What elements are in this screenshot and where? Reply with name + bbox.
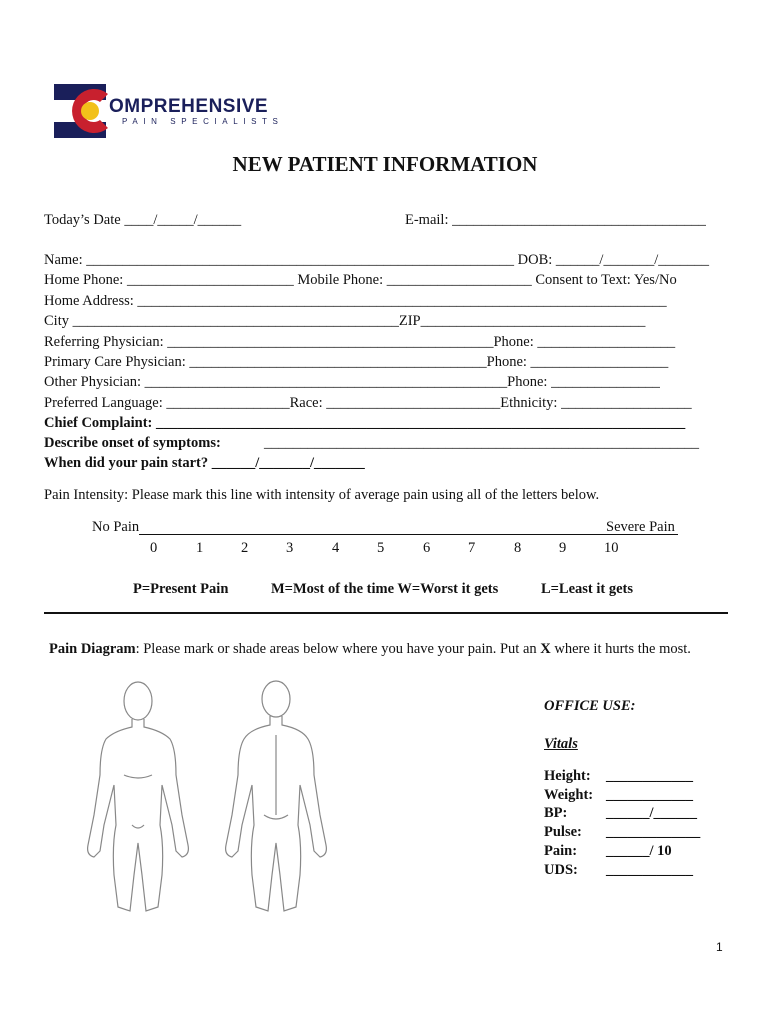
company-logo [54, 84, 284, 138]
pain-diagram-instruction [49, 640, 691, 658]
other-physician-field[interactable]: Other Physician: __________________________________________________Phone: _______________ [44, 374, 660, 390]
legend-most-worst: M=Most of the time W=Worst it gets [271, 581, 499, 597]
vital-label: Pain: [544, 843, 578, 859]
vital-label: Pulse: [544, 824, 582, 840]
pain-scale-number: 7 [468, 540, 476, 556]
pain-scale-number: 6 [423, 540, 431, 556]
chief-complaint-field[interactable]: Chief Complaint: _________________________________________________________________________ [44, 415, 686, 431]
email-field[interactable]: E-mail: ___________________________________ [405, 212, 706, 228]
city-zip-field[interactable]: City _____________________________________________ZIP_______________________________ [44, 313, 646, 329]
describe-onset-field[interactable]: ____________________________________________________________ [264, 435, 699, 451]
todays-date-field[interactable]: Today’s Date ____/_____/______ [44, 212, 242, 228]
vital-value-field[interactable]: ____________ [606, 768, 693, 784]
referring-physician-field[interactable]: Referring Physician: _____________________________________________Phone: ___________________ [44, 334, 676, 350]
pain-scale-number: 1 [196, 540, 204, 556]
page-title: NEW PATIENT INFORMATION [232, 152, 538, 176]
pain-scale-number: 9 [559, 540, 567, 556]
office-use-heading: OFFICE USE: [544, 698, 636, 714]
pain-scale-number: 0 [150, 540, 158, 556]
vital-value-field[interactable]: ____________ [606, 862, 693, 878]
language-race-ethnicity-field[interactable]: Preferred Language: _________________Race: ________________________Ethnicity: __________________ [44, 395, 692, 411]
logo-wordmark: OMPREHENSIVE [109, 96, 269, 117]
vital-value-field[interactable]: ______/______ [606, 805, 698, 821]
vital-value-field[interactable]: ______/ 10 [606, 843, 672, 859]
pain-diagram-text-end: where it hurts the most. [550, 641, 691, 657]
home-address-field[interactable]: Home Address: _________________________________________________________________________ [44, 293, 667, 309]
vital-label: BP: [544, 805, 568, 821]
pain-start-field[interactable]: When did your pain start? ______/_______/_______ [44, 455, 365, 471]
legend-present: P=Present Pain [133, 581, 229, 597]
pain-scale-number: 8 [514, 540, 522, 556]
name-dob-field[interactable]: Name: ___________________________________________________________ DOB: ______/_______/_______ [44, 252, 709, 268]
body-back-figure [226, 681, 327, 911]
pain-scale-number: 5 [377, 540, 385, 556]
pain-diagram-label: Pain Diagram [49, 641, 136, 657]
pain-intensity-instruction: Pain Intensity: Please mark this line with intensity of average pain using all of the letters below. [44, 487, 600, 503]
body-diagram[interactable] [80, 675, 350, 915]
pain-scale-number: 3 [286, 540, 294, 556]
legend-least: L=Least it gets [541, 581, 634, 597]
body-front-figure [88, 682, 189, 911]
pain-scale-line[interactable] [92, 518, 678, 535]
primary-care-physician-field[interactable]: Primary Care Physician: _________________________________________Phone: ___________________ [44, 354, 669, 370]
vital-label: UDS: [544, 862, 578, 878]
pain-diagram-text: : Please mark or shade areas below where you have your pain. Put an [135, 641, 541, 657]
section-divider [44, 612, 728, 614]
pain-scale-number: 10 [604, 540, 619, 556]
no-pain-label: No Pain [92, 519, 140, 535]
pain-scale-number: 2 [241, 540, 249, 556]
severe-pain-label: Severe Pain [606, 519, 675, 535]
vital-label: Weight: [544, 787, 594, 803]
logo-subtitle: PAIN SPECIALISTS [122, 117, 284, 126]
pain-scale-number: 4 [332, 540, 340, 556]
vital-label: Height: [544, 768, 591, 784]
phone-fields[interactable]: Home Phone: _______________________ Mobile Phone: ____________________ Consent to Text: Yes/No [44, 272, 677, 288]
pain-diagram-x: X [540, 641, 551, 657]
vitals-heading: Vitals [544, 736, 578, 752]
colorado-flag-icon [54, 84, 116, 138]
page-number: 1 [716, 940, 723, 954]
describe-onset-label: Describe onset of symptoms: [44, 435, 221, 451]
vital-value-field[interactable]: _____________ [606, 824, 701, 840]
vital-value-field[interactable]: ____________ [606, 787, 693, 803]
